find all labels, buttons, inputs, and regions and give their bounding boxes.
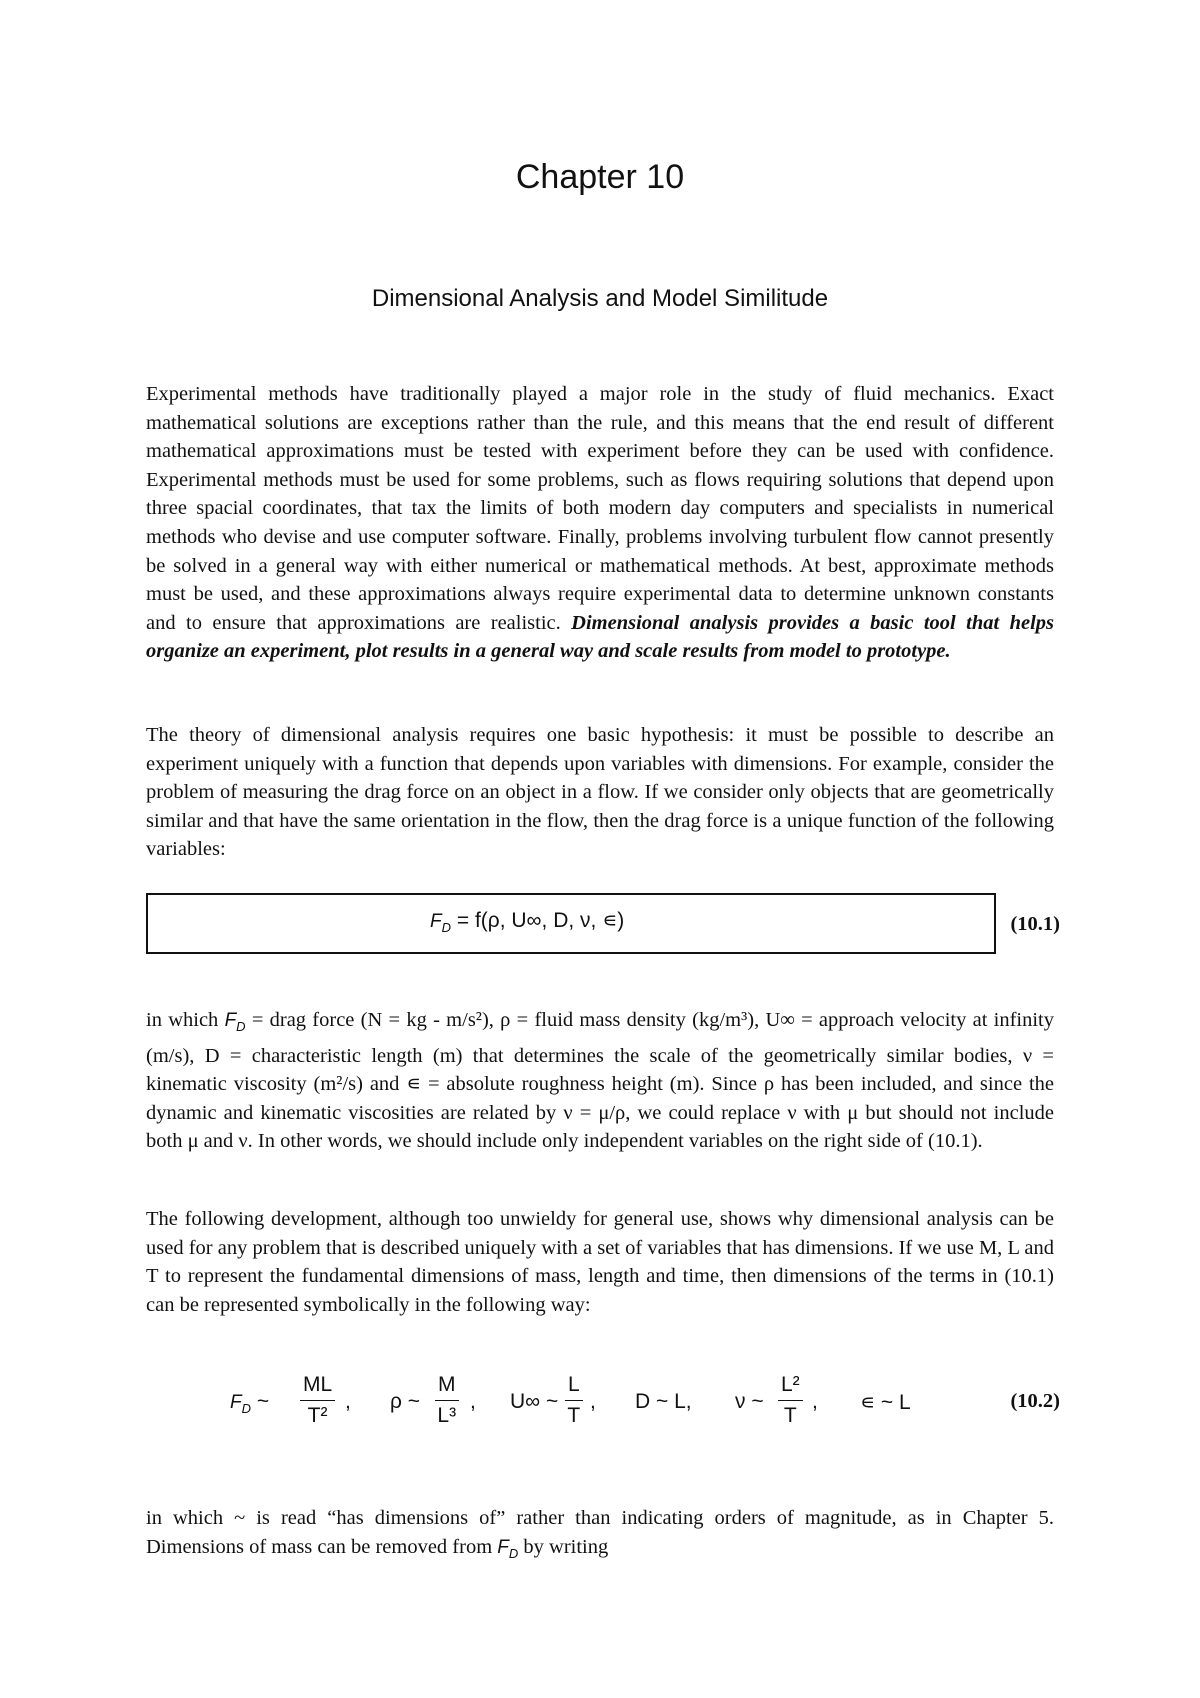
- eq1-lhs-sub: D: [441, 920, 451, 936]
- equation-number-10-1: (10.1): [1010, 913, 1060, 935]
- equation-number-10-2: (10.2): [1010, 1390, 1060, 1412]
- symbol-d-sub: D: [236, 1019, 246, 1035]
- eq2-fd-sub: D: [241, 1401, 251, 1417]
- eq2-rho-lhs: ρ ~: [390, 1390, 421, 1413]
- symbol-d-sub: D: [508, 1545, 519, 1561]
- intro-text: Experimental methods have traditionally played a major role in the study of fluid mechanics. Exact mathematical solutions are exceptions rather than the rule, and this means that the end result of different mathematical approximations must be tested with experiment before they can be used with confidence. Experimental methods must be used for some problems, such as flows requiring solutions that depend upon three spacial coordinates, that tax the limits of both modern day computers and specialists in numerical methods who devise and use computer software. Finally, problems involving turbulent flow cannot presently be solved in a general way with either numerical or mathematical methods. At best, approximate methods must be used, and these approximations always require experimental data to determine unknown constants and to ensure that approximations are realistic.: [146, 383, 1054, 634]
- eq2-nu-lhs: ν ~: [735, 1390, 764, 1413]
- paragraph-hypothesis: The theory of dimensional analysis requires one basic hypothesis: it must be possible to describe an experiment uniquely with a function that depends upon variables with dimensions. For example, consider the problem of measuring the drag force on an object in a flow. If we consider only objects that are geometrically similar and that have the same orientation in the flow, then the drag force is a unique function of the following variables:: [146, 724, 1054, 861]
- variables-text: = drag force (N = kg - m/s²), ρ = fluid mass density (kg/m³), U∞ = approach velocity at infinity (m/s), D = characteristic length (m) that determines the scale of the geometrically similar bodies, ν = kinematic viscosity (m²/s) and ∊ = absolute roughness height (m). Since ρ has been included, and since the dynamic and kinematic viscosities are related by ν = μ/ρ, we could replace ν with μ but should not include both μ and ν. In other words, we should include only independent variables on the right side of (10.1).: [146, 1009, 1054, 1153]
- eq2-fd-fraction: [300, 1370, 335, 1431]
- eq2-u-den: T: [567, 1404, 581, 1427]
- eq2-comma: ,: [590, 1390, 596, 1413]
- eq1-lhs: F: [430, 911, 442, 932]
- chapter-label: Chapter 10: [515, 158, 685, 196]
- eq2-rho-den: L³: [437, 1404, 457, 1427]
- eq2-comma: ,: [345, 1390, 351, 1413]
- paragraph-mass-removal: [146, 1504, 1054, 1568]
- mass-removal-tail: by writing: [518, 1535, 609, 1558]
- eq2-nu-fraction: [778, 1370, 803, 1431]
- intro-emphasis: Dimensional analysis provides a basic tool that helps organize an experiment, plot results in a general way and scale results from model to prototype.: [146, 611, 1054, 663]
- equation-10-1: [430, 908, 624, 935]
- eq2-d-term: D ~ L,: [635, 1390, 692, 1413]
- variables-lead: in which: [146, 1009, 225, 1031]
- eq2-comma: ,: [812, 1390, 818, 1413]
- eq2-nu-den: T: [783, 1404, 797, 1427]
- eq2-fd-den: T²: [307, 1404, 328, 1427]
- eq2-fd: $F_D$ ~: [230, 1390, 270, 1417]
- eq2-rho-num: M: [435, 1370, 459, 1401]
- eq2-nu-num: L²: [778, 1370, 803, 1401]
- eq2-u-lhs: U∞ ~: [510, 1390, 559, 1413]
- paragraph-development: The following development, although too unwieldy for general use, shows why dimensional analysis can be used for any problem that is described uniquely with a set of variables that has dimensions. If we use M, L and T to represent the fundamental dimensions of mass, length and time, then dimensions of the terms in (10.1) can be represented symbolically in the following way:: [146, 1208, 1054, 1316]
- eq2-rho-fraction: [435, 1370, 459, 1431]
- mass-removal-text: in which ~ is read “has dimensions of” rather than indicating orders of magnitude, as in Chapter 5. Dimensions of mass can be removed from: [146, 1507, 1054, 1558]
- eq2-fd-lhs: F: [230, 1392, 242, 1413]
- eq2-fd-num: ML: [300, 1370, 335, 1401]
- eq2-u-fraction: [565, 1370, 583, 1431]
- eq1-rhs: = f(ρ, U∞, D, ν, ∊): [456, 909, 625, 932]
- equation-10-2: [230, 1370, 950, 1440]
- symbol-f: F: [224, 1010, 237, 1031]
- paragraph-variables: [146, 1006, 1054, 1156]
- paragraph-intro: [146, 380, 1054, 666]
- symbol-f: F: [497, 1536, 509, 1558]
- eq2-eps-term: ∊ ~ L: [860, 1391, 911, 1414]
- eq2-comma: ,: [470, 1390, 476, 1413]
- chapter-title: Dimensional Analysis and Model Similitude: [371, 285, 829, 312]
- eq2-u-num: L: [565, 1370, 583, 1401]
